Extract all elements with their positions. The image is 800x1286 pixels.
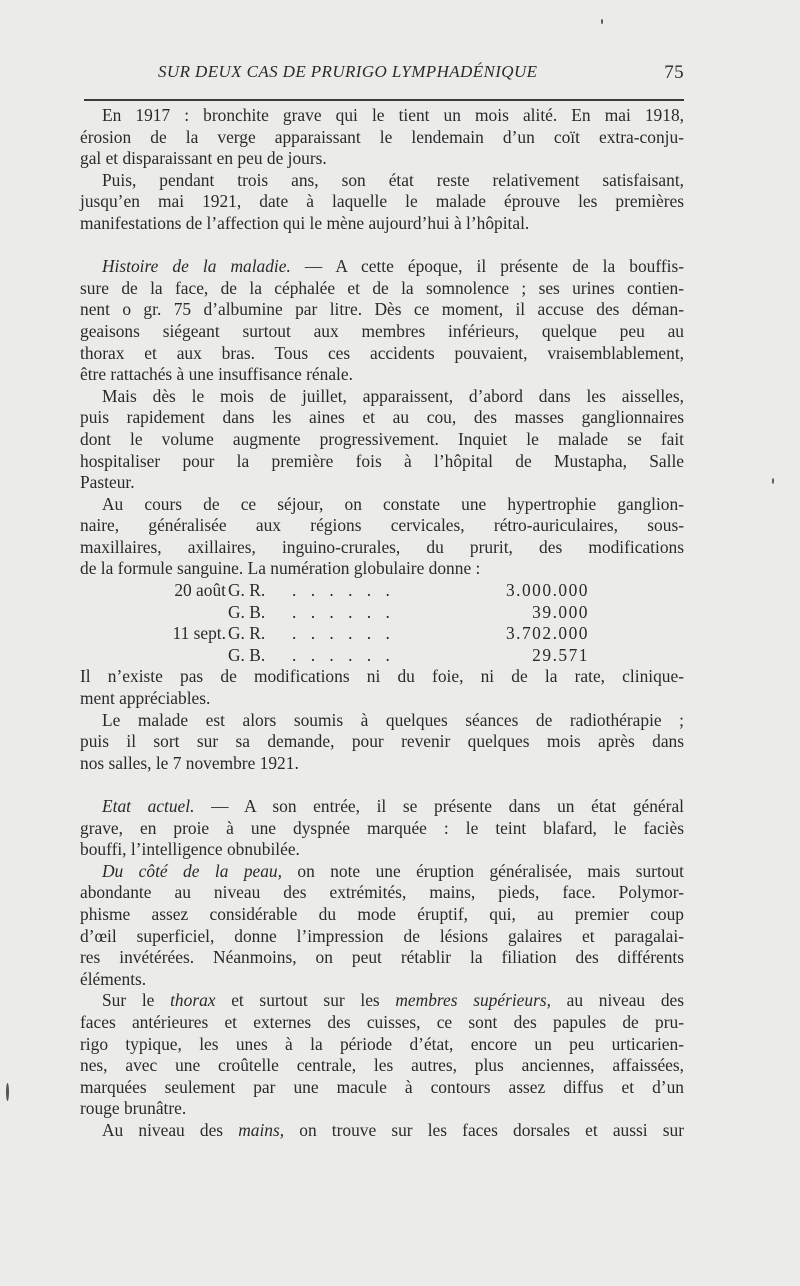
text-run: dont le volume augmente progressivement. Inquiet le malade se fait	[80, 428, 684, 449]
text-run: puis rapidement dans les aines et au cou, des masses ganglionnaires	[80, 407, 684, 428]
text-run: sure de la face, de la céphalée et de la somnolence ; ses urines contien-	[80, 277, 684, 298]
text-line	[80, 947, 684, 969]
scan-speck	[601, 19, 603, 24]
text-run: Sur le	[102, 990, 171, 1011]
scan-speck	[6, 1083, 9, 1101]
text-line	[80, 969, 684, 991]
text-line	[80, 688, 684, 710]
text-line	[80, 343, 684, 365]
text-line	[80, 321, 684, 343]
blood-count-value: 39.000	[532, 601, 589, 622]
text-line	[80, 148, 684, 170]
text-run: on note une éruption généralisée, mais surtout	[281, 860, 684, 881]
text-run: nent o gr. 75 d’albumine par litre. Dès ce moment, il accuse des déman-	[80, 299, 684, 320]
text-line	[80, 537, 684, 559]
text-run: grave, en proie à une dyspnée marquée : le teint blafard, le faciès	[80, 817, 684, 838]
text-run: et surtout sur les	[215, 990, 396, 1011]
text-run: abondante au niveau des extrémités, mains, pieds, face. Polymor-	[80, 882, 684, 903]
text-run: Pasteur.	[80, 472, 135, 493]
text-run: phisme assez considérable du mode éruptif, qui, au premier coup	[80, 903, 684, 924]
text-line	[80, 191, 684, 213]
text-run: faces antérieures et externes des cuisses, ce sont des papules de pru-	[80, 1011, 684, 1032]
text-run: Il n’existe pas de modifications ni du foie, ni de la rate, clinique-	[80, 666, 684, 687]
blood-count-value: 3.000.000	[505, 580, 589, 601]
blood-count-row	[80, 602, 684, 624]
text-line	[80, 127, 684, 149]
text-line	[80, 904, 684, 926]
text-line	[80, 105, 684, 127]
text-run: — A son entrée, il se présente dans un état général	[194, 796, 684, 816]
text-run: jusqu’en mai 1921, date à laquelle le malade éprouve les premières	[80, 191, 684, 212]
text-line	[80, 170, 684, 192]
text-run: — A cette époque, il présente de la bouffis-	[290, 256, 684, 277]
text-run: Le malade est alors soumis à quelques séances de radiothérapie ;	[102, 709, 684, 730]
blood-cell-type: G. R.	[228, 623, 266, 644]
text-run: être rattachés à une insuffisance rénale.	[80, 364, 353, 385]
text-line	[80, 861, 684, 883]
text-line	[80, 1098, 684, 1120]
body-text	[80, 105, 684, 1142]
text-run: marquées seulement par une macule à contours assez diffus et d’un	[80, 1076, 684, 1097]
text-run: thorax et aux bras. Tous ces accidents pouvaient, vraisemblablement,	[80, 342, 684, 363]
text-run: En 1917 : bronchite grave qui le tient un mois alité. En mai 1918,	[102, 105, 684, 125]
text-run: nos salles, le 7 novembre 1921.	[80, 752, 299, 773]
italic-run: membres supérieurs,	[395, 990, 551, 1011]
blood-count-row	[80, 623, 684, 645]
blood-cell-type: G. B.	[228, 644, 266, 665]
blood-cell-type: G. B.	[228, 601, 266, 622]
header-rule	[84, 99, 684, 101]
text-run: éléments.	[80, 968, 147, 989]
text-run: Puis, pendant trois ans, son état reste relativement satisfaisant,	[102, 169, 684, 190]
text-line	[80, 213, 684, 235]
text-line	[80, 926, 684, 948]
text-line	[80, 386, 684, 408]
text-line	[80, 472, 684, 494]
text-line	[80, 1055, 684, 1077]
text-line	[80, 1034, 684, 1056]
text-line	[80, 278, 684, 300]
scan-speck	[772, 478, 774, 484]
text-line	[80, 451, 684, 473]
text-run: rouge brunâtre.	[80, 1098, 187, 1119]
text-run: rigo typique, les unes à la période d’état, encore un peu urticarien-	[80, 1033, 684, 1054]
text-run: d’œil superficiel, donne l’impression de lésions galaires et paragalai-	[80, 925, 684, 946]
leader-dots: . . . . . .	[292, 601, 395, 622]
text-line	[80, 710, 684, 732]
leader-dots: . . . . . .	[292, 580, 395, 601]
text-line	[80, 256, 684, 278]
italic-run: Du côté de la peau,	[102, 860, 282, 881]
text-run: hospitaliser pour la première fois à l’hôpital de Mustapha, Salle	[80, 450, 684, 471]
blood-count-row	[80, 580, 684, 602]
text-run: Mais dès le mois de juillet, apparaissent, d’abord dans les aisselles,	[102, 385, 684, 406]
text-run: manifestations de l’affection qui le mène aujourd’hui à l’hôpital.	[80, 212, 530, 233]
text-run: bouffi, l’intelligence obnubilée.	[80, 839, 300, 860]
blood-count-value: 3.702.000	[505, 623, 589, 644]
leader-dots: . . . . . .	[292, 644, 395, 665]
text-run: de la formule sanguine. La numération globulaire donne :	[80, 558, 481, 579]
blood-date: 11 sept.	[172, 623, 226, 644]
blood-cell-type: G. R.	[228, 580, 266, 601]
blood-date: 20 août	[174, 580, 226, 601]
text-run: érosion de la verge apparaissant le lendemain d’un coït extra-conju-	[80, 126, 684, 147]
text-line	[80, 515, 684, 537]
text-run: res invétérées. Néanmoins, on peut rétablir la filiation des différents	[80, 947, 684, 968]
text-line	[80, 818, 684, 840]
text-run: naire, généralisée aux régions cervicales, rétro-auriculaires, sous-	[80, 515, 684, 536]
running-header	[80, 60, 684, 88]
blood-count-row	[80, 645, 684, 667]
text-line	[80, 796, 684, 818]
italic-run: Histoire de la maladie.	[102, 256, 291, 277]
text-run: ment appréciables.	[80, 688, 211, 709]
text-line	[80, 990, 684, 1012]
italic-run: mains,	[238, 1119, 285, 1140]
page-number: 75	[664, 62, 684, 83]
text-run: puis il sort sur sa demande, pour revenir quelques mois après dans	[80, 731, 684, 752]
text-line	[80, 839, 684, 861]
text-line	[80, 1012, 684, 1034]
text-line	[80, 494, 684, 516]
blood-count-value: 29.571	[532, 644, 589, 665]
text-line	[80, 731, 684, 753]
text-run: Au cours de ce séjour, on constate une hypertrophie ganglion-	[102, 493, 684, 514]
running-title: SUR DEUX CAS DE PRURIGO LYMPHADÉNIQUE	[158, 62, 538, 81]
paragraph-gap	[80, 774, 684, 796]
text-run: Au niveau des	[102, 1119, 239, 1140]
text-line	[80, 1120, 684, 1142]
text-run: nes, avec une croûtelle centrale, les autres, plus anciennes, affaissées,	[80, 1055, 684, 1076]
text-line	[80, 299, 684, 321]
text-line	[80, 666, 684, 688]
leader-dots: . . . . . .	[292, 623, 395, 644]
italic-run: Etat actuel.	[102, 796, 195, 816]
text-line	[80, 364, 684, 386]
text-line	[80, 429, 684, 451]
text-run: maxillaires, axillaires, inguino-crurales, du prurit, des modifications	[80, 536, 684, 557]
text-line	[80, 558, 684, 580]
text-line	[80, 753, 684, 775]
text-line	[80, 882, 684, 904]
text-line	[80, 407, 684, 429]
italic-run: thorax	[170, 990, 216, 1011]
text-line	[80, 1077, 684, 1099]
text-run: geaisons siégeant surtout aux membres inférieurs, quelque peu au	[80, 320, 684, 341]
text-run: on trouve sur les faces dorsales et aussi sur	[284, 1119, 684, 1140]
text-run: gal et disparaissant en peu de jours.	[80, 148, 327, 169]
text-run: au niveau des	[550, 990, 685, 1011]
paragraph-gap	[80, 235, 684, 257]
